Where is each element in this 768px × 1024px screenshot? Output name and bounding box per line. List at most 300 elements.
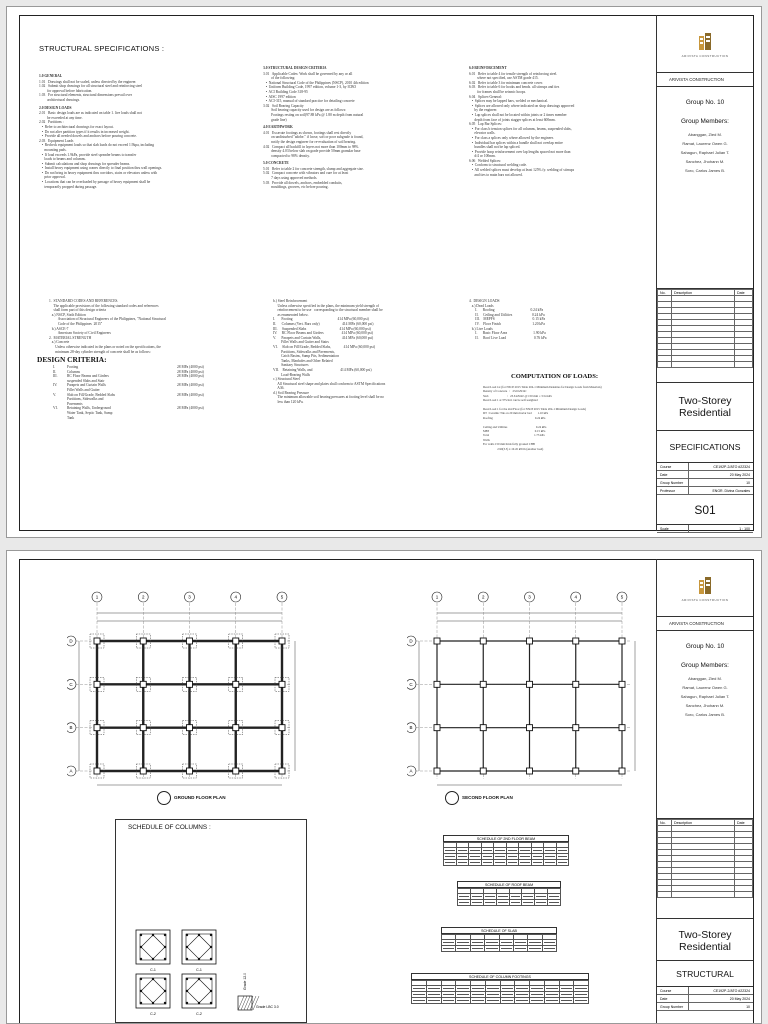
spec-line: Total 1.73 kPa [483,433,545,438]
spec-line: The minimum allowable soil bearing pressures at footing level shall be no [273,395,384,400]
rebar [140,934,142,936]
column [527,768,533,774]
rev-header-description: Description [672,290,735,296]
spec-line: Sanitary Structures [273,363,309,368]
meta-value: 20 May 2024 [729,997,750,1001]
column [233,681,239,687]
section-heading: 4.0 EARTHWORK [263,125,293,130]
column [187,768,193,774]
grid-label: A [409,768,413,774]
section-heading: 5.0 CONCRETE [263,161,289,166]
grid-label: D [69,638,73,644]
column [527,681,533,687]
rebar [164,1002,166,1004]
member-name: Sahagun, Raphael Julian T. [680,694,730,699]
column [279,725,285,731]
criteria-n: II. [53,369,57,374]
spec-line: grade line) [263,117,287,122]
spec-line: depth from face of joints stagger splices at least 600mm. [469,117,556,122]
ground-floor-plan [67,591,307,801]
column [434,638,440,644]
spec-line: II. Roof Live Load 0.76 kPa [469,335,547,340]
computation-of-loads-notes [483,385,659,451]
spec-line: be exceeded at any time. [39,115,83,120]
criteria-val: 28 MPa (4000 psi) [177,365,204,369]
grid-label: 1 [95,594,99,600]
column [619,638,625,644]
schedule-table [411,973,589,1004]
spec-line: • Submit calculations and shop drawings for spreader beams. [39,161,131,166]
column [573,725,579,731]
spec-line: reinforcement to be use corresponding to the structural member shall be [273,308,383,313]
criteria-n [53,416,67,421]
spec-line: 2.01 Basic design loads are as indicated on table 1. live loads shall not [39,111,142,116]
criteria-item: Tank [67,415,75,420]
schedule-tables [407,831,647,1021]
rebar [186,946,188,948]
spec-line: VI. Slab on Fill/Grade, Bedded Slabs, 414 MPa (60,000 psi) [273,344,376,349]
group-number: Group No. 10 [685,99,725,106]
spec-line: where not specified, use ASTM grade 415. [469,76,539,81]
member-name: Soro, Carlos James B. [684,168,725,173]
column [619,768,625,774]
hatch-line [241,996,247,1010]
column [94,768,100,774]
spec-line: • All welded splices must develop at least 125% fy. welding of stirrups [469,168,575,173]
section-heading: 1.0 GENERAL [39,74,63,78]
spec-line: 6.04 Splices-General: [469,94,502,99]
rebar [164,978,166,980]
rebar [152,934,154,936]
rebar [210,946,212,948]
column [187,681,193,687]
spec-line: of the following: [263,76,296,81]
spec-line: Code of the Philippines 2015" [49,321,103,326]
member-name: Abanggan, Zied M. [688,676,722,681]
column [527,725,533,731]
schedule-table [441,927,557,952]
rebar [186,978,188,980]
spec-line: 3.02 Soil Bearing Capacity [263,103,304,108]
rebar [198,958,200,960]
section-heading: 6.0 REINFORCEMENT [469,66,507,70]
rebar [140,958,142,960]
project-title-line: Residential [679,941,731,953]
revision-row [658,892,753,898]
spec-line: for frames shall be seismic hoops. [469,89,526,94]
spec-line: 2. MATERIAL STRENGTH [49,335,92,340]
spec-line: Walls [483,437,490,442]
project-title-line: Two-Storey [678,929,732,941]
column [434,768,440,774]
schedule-grid [441,934,557,952]
spec-line: I. Basic Floor Area 1.90 kPa [469,331,546,336]
spec-line: loads to beams and columns. [39,157,86,162]
building-logo-icon [695,30,715,52]
second-floor-plan [407,591,647,801]
grid-label: 1 [435,594,439,600]
rebar [164,990,166,992]
group-members-label: Group Members: [681,118,729,125]
spec-line: 6.01 Refer to table 4 for tensile strength of reinforcing steel. [469,71,558,76]
spec-line: • ACI-315, manual of standard practice for detailing concrete [263,99,355,104]
rebar [164,946,166,948]
spec-line: 3.01 Applicable Codes: Work shall be governed by any or all [263,71,353,76]
criteria-val: 28 MPa (4000 psi) [177,392,204,397]
column [619,725,625,731]
rebar [152,958,154,960]
spec-line: • National Structural Code of the Philippines (NSCP), 2010 4th edition [263,80,369,85]
schedule-table-title: SCHEDULE OF SLAB [441,927,557,934]
spec-line: IV. RC Floor Beams and Girders 414 MPa (60,000 psi) [273,331,373,336]
meta-value: ENGR. Divina Gonzales [712,489,750,493]
spec-line: DT : Ceramic Tile on 20 mm mortar bed 1.10 kPa [483,411,549,416]
spec-line: MEP 0.15 kPa [483,429,546,434]
grade-label: Grade 12.0 [243,973,247,990]
grid-label: 4 [234,594,238,600]
criteria-val: 28 MPa (4000 psi) [177,383,204,388]
spec-line: 1. STANDARD CODES AND REFERENCES. [49,299,119,303]
spec-line: I. Roofing 0.24 kPa [469,308,544,313]
spec-line: • For class a splices only where allowed by the engineer. [469,135,554,140]
spec-line: Association of Structural Engineers of the Philippines, "National Structural [49,317,166,322]
column [279,681,285,687]
group-info [657,631,753,819]
spec-column-steel [273,299,469,405]
rebar [152,978,154,980]
rebar [140,978,142,980]
criteria-item: suspended Slabs and Stair [67,378,105,383]
rebar [198,934,200,936]
member-name: Abanggan, Zied M. [688,132,722,137]
spec-line: Roofing 0.24 kPa [483,415,546,420]
meta-key: Course [657,463,689,470]
spec-line: 6.05 Lap Bar Splices: [469,122,502,127]
criteria-n: IV. [53,383,58,388]
rebar [186,1002,188,1004]
spec-line: d.) Soil Bearing Pressure [273,390,309,395]
project-meta [657,463,753,495]
logo-text: ARIVISTA CONSTRUCTION [681,53,729,58]
spec-line: 4.02 Compact all backfill in layers not more than 100mm to 98% [263,144,359,149]
spec-line: prior approval. [39,175,66,180]
firm-name: ARIVISTA CONSTRUCTION [657,617,753,631]
member-name: Sanchez, Jhohann M. [685,159,725,164]
criteria-n: V. [53,392,57,397]
group-info [657,87,753,289]
column [480,725,486,731]
spec-column-reinforcement [469,63,657,177]
spec-line: 2.03 Equipment Loads [39,138,74,143]
title-block [656,15,753,531]
spec-line: temporarily propped during passage. [39,184,98,189]
grid-label: 2 [481,594,485,600]
grid-label: 5 [280,594,284,600]
project-title [657,919,753,961]
criteria-val: 28 MPa (4000 psi) [177,374,204,379]
sheet-structural [6,550,762,1024]
meta-key: Date [657,471,689,478]
rev-header-description: Description [672,820,735,826]
criteria-row [53,416,263,421]
project-meta [657,987,753,1011]
spec-line: as enumerated below. [273,312,309,317]
rebar [210,958,212,960]
spec-line: • Splices are allowed only where indicated on shop drawings approved [469,103,575,108]
spec-line: III. MEPFS 0.15 kPa [469,317,546,322]
member-name: Ramat, Laurenz Owen G. [682,685,728,690]
schedule-grid [411,980,589,1004]
rebar [140,1002,142,1004]
spec-line: elevator walls. [469,131,496,136]
schedule-of-columns-title: SCHEDULE OF COLUMNS : [128,824,211,831]
spec-line: A36. [273,386,285,391]
member-name: Sahagun, Raphael Julian T. [680,150,730,155]
criteria-item: Water Tank, Septic Tank, Sump [67,410,113,415]
rebar [198,978,200,980]
column [233,725,239,731]
spec-line: • For class b tension splices for all columns, beams, suspended slabs, [469,126,572,131]
spec-line: 6.06 Welded Splices: [469,158,502,163]
rev-header-no: No. [658,290,672,296]
rebar [210,990,212,992]
spec-column-codes [49,299,269,354]
firm-logo [657,15,753,73]
schedule-table-title: SCHEDULE OF ROOF BEAM [457,881,561,888]
spec-line: • Splices may be lapped bars, welded or mechanical. [469,99,549,104]
spec-line: Unless otherwise indicated in the plans or noted on the specifications, the [49,344,161,349]
rebar [210,934,212,936]
spec-line: For walls 150 mm thick fully grouted CHB [483,442,535,447]
rebar [210,978,212,980]
project-title-line: Two-Storey [678,395,732,407]
rev-header-no: No. [658,820,672,826]
spec-line: mounting pads. [39,147,67,152]
spec-line: b.) Steel Reinforcement [273,299,308,303]
spec-line: • Do not alter partition types if it results in increased weight. [39,129,130,134]
design-criteria-table [53,365,263,420]
grid-label: 5 [620,594,624,600]
spec-line: Dead Load 1st (for NSCP 2015 Table 204-1 Minimum Densities for Design Loads from Materials) [483,385,602,389]
meta-value: 10 [746,481,750,485]
column-label: C-1 [196,968,202,972]
column [573,768,579,774]
spec-line: VII. Retaining Walls, and 414 MPa (60,000 psi) [273,367,372,372]
spec-column-design-loads [469,299,659,340]
spec-column-general [39,71,249,189]
grid-label: C [69,681,73,687]
scale-row [657,525,753,533]
spec-line: by the engineer. [469,108,498,113]
column [573,681,579,687]
spec-line: mouldings, grooves, etc before pouring. [263,185,329,190]
group-members-label: Group Members: [681,662,729,669]
section-marker-icon [445,791,459,805]
spec-line: a.) Dead Loads [469,303,494,308]
spec-line: The applicable provisions of the following standard codes and references [49,303,159,308]
spec-line: All Structural steel shape and plates shall conform to ASTM Specifications [273,381,386,386]
column-label: C-2 [196,1012,202,1016]
section-marker-icon [157,791,171,805]
criteria-item: Retaining Walls, Underground [67,406,111,411]
specifications-heading: STRUCTURAL SPECIFICATIONS : [39,44,165,53]
member-name: Soro, Carlos James B. [684,712,725,717]
spec-line: shall form part of this design criteria [49,308,106,313]
rebar [198,1002,200,1004]
schedule-table-title: SCHEDULE OF COLUMN FOOTINGS [411,973,589,980]
spec-line: V. Parapets and Curtain Walls, 414 MPa (60,000 psi) [273,335,374,340]
column [233,768,239,774]
column [187,638,193,644]
criteria-n: III. [53,374,58,379]
spec-line: 4. DESIGN LOADS [469,299,500,303]
criteria-val [177,416,257,421]
meta-value: CE192P-2/ATO #22324 [713,465,750,469]
spec-line: c.) Structural Steel [273,377,300,382]
column [94,638,100,644]
revision-table [657,819,753,919]
spec-line: • AISC 1997 edition [263,94,296,99]
design-criteria-title: DESIGN CRITERIA: [37,355,107,364]
spec-line: for approval before fabrication. [39,88,93,93]
spec-line: b.) Live Loads [469,326,493,331]
column [573,638,579,644]
column [94,725,100,731]
spec-line: Catch Basins, Sump Pits, Sedimentation [273,354,339,359]
spec-line: 6.02 Refer to table 3 for minimum concrete cover. [469,80,543,85]
member-name: Sanchez, Jhohann M. [685,703,725,708]
spec-line: Density of Concrete : 23.6 kN/m³ [483,389,527,394]
spec-line: 1.02 Submit shop drawings for all structural steel and reinforcing steel [39,84,143,89]
criteria-item: Slab on Fill/Grade, Bedded Slabs [67,392,116,397]
criteria-n: VI. [53,406,58,411]
column [140,638,146,644]
spec-line: II. Columns (Vert. Bars only) 414 MPa (60,000 psi) [273,321,374,326]
column [434,681,440,687]
schedule-table [457,881,561,906]
column [480,638,486,644]
sheet-number: S01 [657,495,753,525]
column [94,681,100,687]
spec-line: • Refer to architectural drawings for exact layout. [39,124,114,129]
rebar [210,1002,212,1004]
firm-name: ARIVISTA CONSTRUCTION [657,73,753,87]
rev-header-date: Date [735,820,753,826]
title-block [656,559,753,1024]
spec-line: 7 days using approved methods. [263,176,318,181]
spec-line: Dead Load 1 for the 2nd Floor (for NSCP 2015 Table 204-1 Minimum Design Loads) [483,407,586,412]
second-floor-plan-title: SECOND FLOOR PLAN [445,791,513,805]
spec-line: • Provide all needed dowels and anchors before pouring concrete. [39,134,137,139]
spec-line: • Uniform Building Code, 1997 edition, volume 1-3, by ICBO [263,85,357,90]
spec-line: Slab : 23.6 kN/m³ @ 150 mm = 3.54 kPa [483,393,552,398]
spec-line: Load-Bearing Walls [273,372,310,377]
meta-key: Date [657,995,689,1002]
meta-key: Course [657,987,689,994]
spec-line: 5.03 Provide all dowels, anchors, embedded conduits, [263,180,343,185]
spec-line: architectural drawings. [39,97,81,102]
column [187,725,193,731]
spec-line: d/4 or 100mm. [469,154,496,159]
spec-line: 2.02 Partitions : [39,120,64,125]
spec-line: b.) ASCE-7 [49,326,69,331]
column [619,681,625,687]
spec-line: a.) Concrete [49,340,70,345]
spec-line: 5.02 Compact concrete with vibrators and cure for at least [263,171,349,176]
schedule-of-columns [115,819,307,1023]
grade-label: Grade LBC 3.0 [256,1005,279,1009]
spec-line: • Recheck equipment loads so that slab loads do not exceed 1.9kpa, including [39,143,155,148]
spec-line: • Provide hoop reinforcement over lap lengths spaced not more than [469,149,571,154]
column [233,638,239,644]
project-title [657,383,753,431]
spec-line: compacted to 98% density. [263,153,310,158]
schedule-grid [443,842,569,866]
spec-line: • Locations that can be overloaded by passage of heavy equipment shall be [39,180,151,185]
criteria-val: 28 MPa (4000 psi) [177,406,204,411]
group-number: Group No. 10 [685,643,725,650]
meta-key: Group Number [657,479,689,486]
grid-label: 3 [528,594,531,600]
meta-value: 10 [746,1005,750,1009]
project-title-line: Residential [679,407,731,419]
computation-of-loads-title: COMPUTATION OF LOADS: [511,373,599,380]
spec-line: and ties to main bars not allowed. [469,172,523,177]
spec-line: • If load exceeds 1.9kPa, provide steel spreader beams to transfer [39,152,137,157]
revision-table [657,289,753,383]
rebar [186,934,188,936]
grid-label: 4 [574,594,578,600]
schedule-table-title: SCHEDULE OF 2ND FLOOR BEAM [443,835,569,842]
criteria-item: Pavements [67,401,83,406]
criteria-item: Partitions, Sidewalks and [67,397,104,402]
spec-line: 2.90(3.5) x 10.45 kN/m (another load) [483,446,544,451]
spec-line: • Conform to structural welding code. [469,163,527,168]
section-heading: 3.0 STRUCTURAL DESIGN CRITERIA [263,66,327,70]
spec-line: Unless otherwise specified in the plans, the minimum yield strength of [273,303,379,308]
column [480,681,486,687]
spec-line: bundles shall not be lap spliced. [469,145,521,150]
grid-label: A [69,768,73,774]
column [434,725,440,731]
firm-logo [657,559,753,617]
column-sections [116,840,306,1020]
column [480,768,486,774]
spec-column-design-criteria [263,63,458,190]
scale-value: 1 : 100 [739,527,750,531]
rebar [140,946,142,948]
spec-line: Tanks, Manholes and Other Related [273,358,333,363]
spec-line: density 4.03 below slab on grade provide 50mm granular base [263,149,361,154]
spec-line: Dead Load 1 at 375/441 can be self-weighted [483,398,538,403]
sheet-specifications [6,6,762,538]
member-name: Ramat, Laurenz Owen G. [682,141,728,146]
hatch-line [244,996,250,1010]
spec-line: a.) NSCP, Sixth Edition [49,312,86,317]
grid-label: B [409,725,413,731]
spec-line: • Install heavy equipment using cranes directly to final position thru wall openings. [39,166,163,171]
grid-label: 3 [188,594,191,600]
ground-floor-plan-title: GROUND FLOOR PLAN [157,791,226,805]
column [279,638,285,644]
hatch-line [238,996,244,1010]
spec-line: on undisturbed "adobe." if loose, soft or poor subgrade is found, [263,135,364,140]
rebar [164,934,166,936]
criteria-item: Footing [67,365,79,369]
spec-line: Ceiling and Utilities 0.24 kPa [483,424,547,429]
column-label: C-1 [150,968,156,972]
criteria-item: Parapets and Curtain Walls [67,383,106,388]
